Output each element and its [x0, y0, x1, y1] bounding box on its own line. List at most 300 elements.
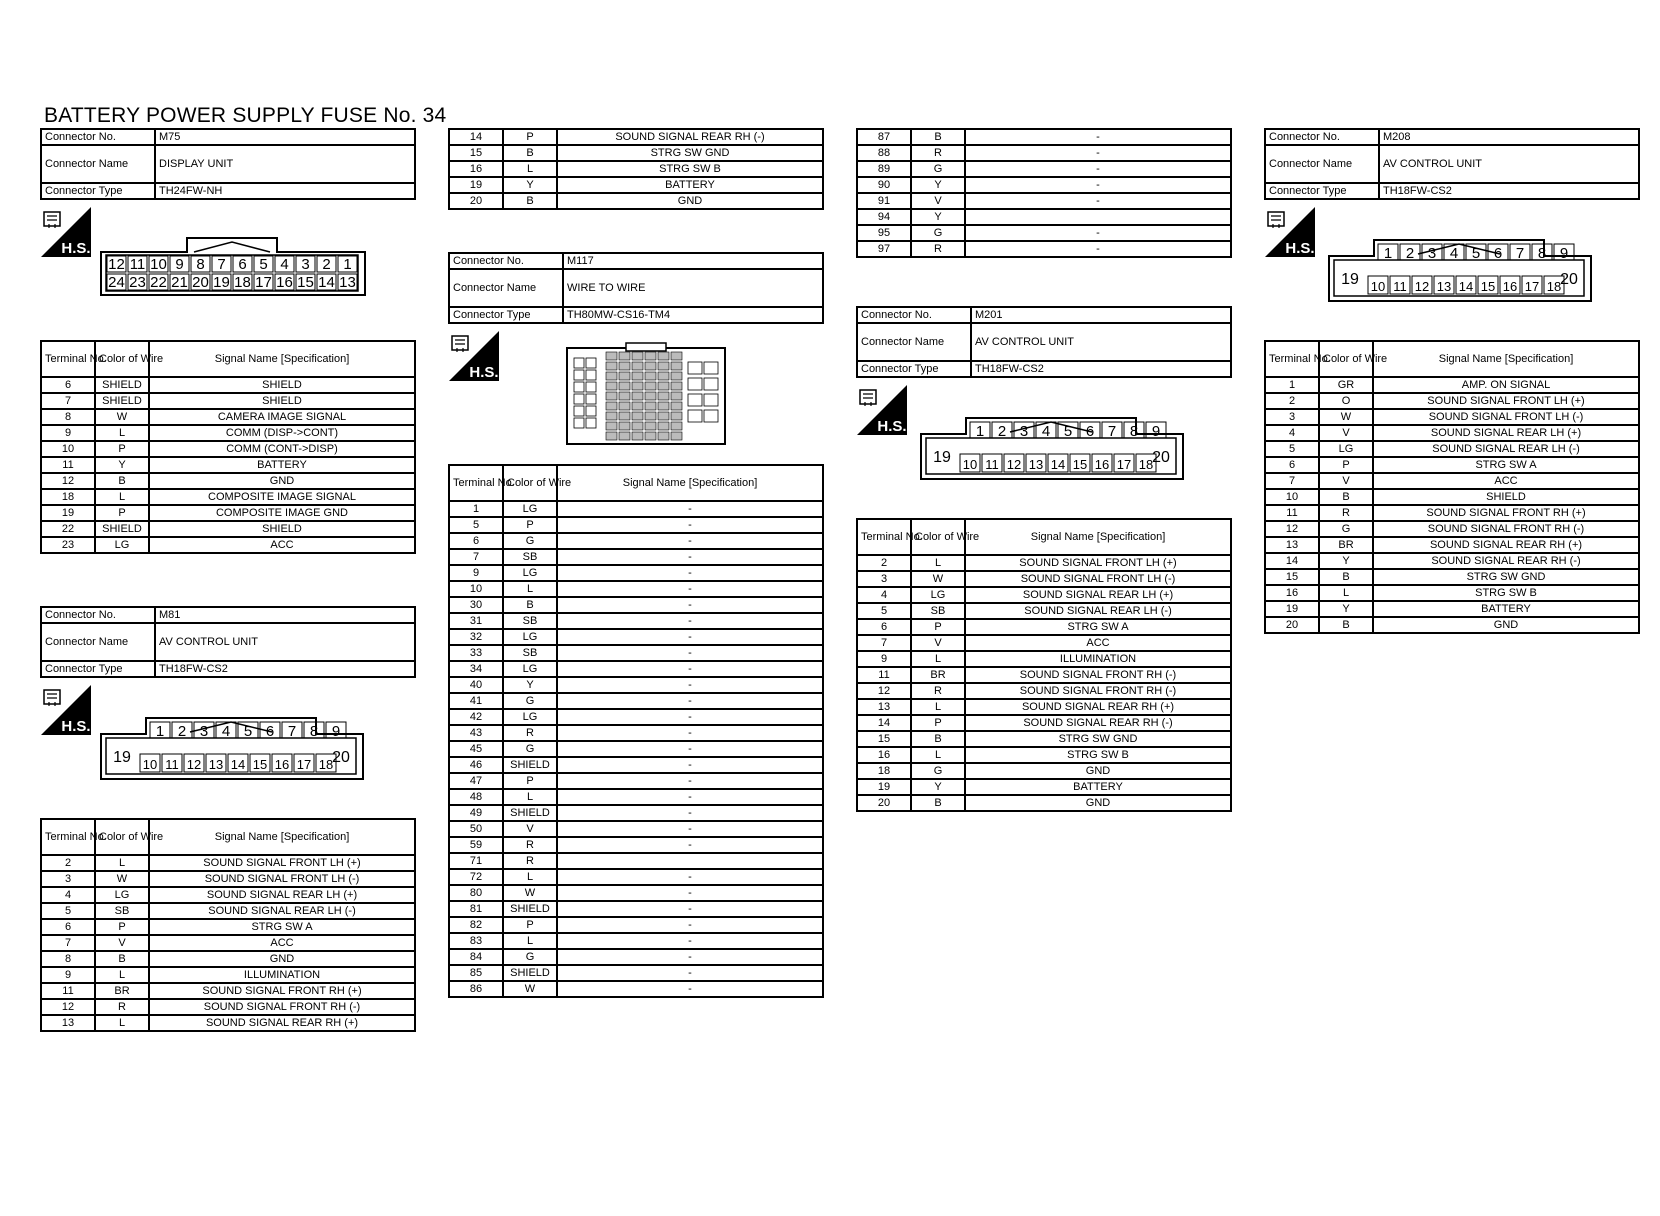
wire-color: LG [503, 501, 557, 517]
signal-name: BATTERY [965, 779, 1231, 795]
pin-number: 7 [1515, 245, 1525, 262]
signal-name: ACC [1373, 473, 1639, 489]
terminal-no: 5 [1265, 441, 1319, 457]
pin-table-m117-continued [856, 128, 1232, 258]
signal-name [557, 853, 823, 869]
signal-name: STRG SW B [1373, 585, 1639, 601]
header-signal-name: Signal Name [Specification] [557, 465, 823, 501]
info-label: Connector Name [41, 623, 155, 661]
table-row [449, 581, 823, 597]
table-row [857, 555, 1231, 571]
connector-face-m81 [100, 712, 364, 785]
info-label: Connector No. [41, 607, 155, 623]
table-row [857, 763, 1231, 779]
wire-color: R [911, 683, 965, 699]
table-row [449, 981, 823, 997]
info-label: Connector No. [41, 129, 155, 145]
signal-name: SOUND SIGNAL REAR LH (-) [149, 903, 415, 919]
table-row [41, 425, 415, 441]
table-row [857, 667, 1231, 683]
table-row [41, 409, 415, 425]
terminal-no: 4 [857, 587, 911, 603]
pin-number: 18 [1546, 279, 1562, 294]
terminal-no: 41 [449, 693, 503, 709]
header-signal-name: Signal Name [Specification] [149, 341, 415, 377]
signal-name: BATTERY [149, 457, 415, 473]
info-value: TH24FW-NH [155, 183, 415, 199]
terminal-no: 43 [449, 725, 503, 741]
pin-number: 13 [1436, 279, 1452, 294]
signal-name: GND [149, 473, 415, 489]
wire-color: L [1319, 585, 1373, 601]
pin-number: 16 [274, 757, 290, 772]
wire-color: V [911, 193, 965, 209]
wire-color: Y [911, 209, 965, 225]
signal-name: SOUND SIGNAL REAR LH (+) [965, 587, 1231, 603]
table-row [41, 457, 415, 473]
wire-color: R [1319, 505, 1373, 521]
table-row [857, 795, 1231, 811]
wire-color: LG [503, 629, 557, 645]
signal-name: - [557, 981, 823, 997]
signal-name: - [557, 533, 823, 549]
signal-name: ACC [149, 935, 415, 951]
terminal-no: 23 [41, 537, 95, 553]
terminal-no: 12 [41, 999, 95, 1015]
table-row [41, 489, 415, 505]
pin-number: 18 [234, 274, 251, 291]
table-row [449, 741, 823, 757]
terminal-no: 12 [41, 473, 95, 489]
wire-color: SHIELD [503, 805, 557, 821]
terminal-no: 82 [449, 917, 503, 933]
info-row [41, 183, 415, 199]
signal-name: STRG SW GND [557, 145, 823, 161]
table-row [449, 709, 823, 725]
table-row [449, 933, 823, 949]
terminal-no: 48 [449, 789, 503, 805]
pin-number: 11 [129, 256, 146, 273]
terminal-no: 16 [857, 747, 911, 763]
signal-name: GND [557, 193, 823, 209]
wire-color: G [911, 763, 965, 779]
signal-name: SHIELD [1373, 489, 1639, 505]
wire-color: L [95, 1015, 149, 1031]
signal-name: - [965, 193, 1231, 209]
pin-number: 13 [1028, 457, 1044, 472]
signal-name: ILLUMINATION [965, 651, 1231, 667]
signal-name: SOUND SIGNAL FRONT LH (+) [149, 855, 415, 871]
table-row [857, 161, 1231, 177]
terminal-no: 6 [857, 619, 911, 635]
pin-number: 16 [1502, 279, 1518, 294]
terminal-no: 16 [449, 161, 503, 177]
wire-color: SHIELD [503, 901, 557, 917]
table-row [857, 699, 1231, 715]
pin-number: 3 [301, 256, 310, 273]
info-value: M75 [155, 129, 415, 145]
pin-number: 14 [318, 274, 335, 291]
wire-color: SB [503, 613, 557, 629]
pin-number: 7 [1107, 423, 1117, 440]
table-row [41, 855, 415, 871]
signal-name: - [557, 869, 823, 885]
wire-color: G [1319, 521, 1373, 537]
terminal-no: 19 [41, 505, 95, 521]
info-label: Connector Type [449, 307, 563, 323]
wire-color: L [911, 651, 965, 667]
connector-info-m81 [40, 606, 416, 678]
table-row [857, 177, 1231, 193]
signal-name: SHIELD [149, 393, 415, 409]
info-value: AV CONTROL UNIT [971, 323, 1231, 361]
pin-number: 4 [280, 256, 289, 273]
table-row [857, 225, 1231, 241]
wire-color: O [1319, 393, 1373, 409]
table-row [449, 565, 823, 581]
terminal-no: 15 [449, 145, 503, 161]
terminal-no: 12 [857, 683, 911, 699]
table-row [41, 521, 415, 537]
table-row [1265, 537, 1639, 553]
table-row [449, 129, 823, 145]
terminal-no: 9 [857, 651, 911, 667]
pin-number: 3 [1019, 423, 1029, 440]
pin-number: 8 [1537, 245, 1547, 262]
signal-name: - [557, 789, 823, 805]
table-header [449, 465, 823, 501]
signal-name: - [557, 549, 823, 565]
terminal-no: 15 [1265, 569, 1319, 585]
wire-color: BR [95, 983, 149, 999]
signal-name: - [557, 837, 823, 853]
info-row [1265, 129, 1639, 145]
header-color-of-wire: Color of Wire [1319, 341, 1373, 377]
wire-color: LG [911, 587, 965, 603]
info-row [449, 307, 823, 323]
pin-number: 2 [1405, 245, 1415, 262]
wire-color: W [95, 871, 149, 887]
pin-table-m81 [40, 818, 416, 1032]
terminal-no: 18 [857, 763, 911, 779]
terminal-no: 84 [449, 949, 503, 965]
table-row [449, 901, 823, 917]
wire-color: P [911, 715, 965, 731]
terminal-no: 2 [41, 855, 95, 871]
pin-table-m81-continued [448, 128, 824, 210]
table-row [857, 779, 1231, 795]
table-row [41, 903, 415, 919]
hs-label: H.S. [61, 718, 91, 735]
wire-color: G [911, 225, 965, 241]
table-row [1265, 569, 1639, 585]
wire-color: P [503, 129, 557, 145]
info-label: Connector No. [1265, 129, 1379, 145]
wire-color: V [911, 635, 965, 651]
terminal-no: 5 [41, 903, 95, 919]
wire-color: LG [95, 887, 149, 903]
pin-number: 4 [1041, 423, 1051, 440]
signal-name: - [557, 597, 823, 613]
pin-table-m208 [1264, 340, 1640, 634]
info-value: TH18FW-CS2 [971, 361, 1231, 377]
table-row [41, 473, 415, 489]
pin-number: 15 [297, 274, 314, 291]
signal-name: - [557, 661, 823, 677]
terminal-no: 30 [449, 597, 503, 613]
signal-name: - [557, 629, 823, 645]
pin-number: 24 [108, 274, 125, 291]
signal-name: SOUND SIGNAL FRONT RH (-) [965, 683, 1231, 699]
terminal-no: 7 [449, 549, 503, 565]
hs-label: H.S. [877, 418, 907, 435]
pin-number: 1 [975, 423, 985, 440]
connector-face-m75 [100, 230, 366, 301]
terminal-no: 7 [857, 635, 911, 651]
table-row [41, 505, 415, 521]
signal-name: - [557, 933, 823, 949]
pin-number: 7 [287, 723, 297, 740]
signal-name: SOUND SIGNAL FRONT LH (-) [149, 871, 415, 887]
wire-color: L [911, 747, 965, 763]
table-row [449, 177, 823, 193]
harness-side-icon [1264, 206, 1316, 258]
signal-name: SOUND SIGNAL FRONT RH (-) [965, 667, 1231, 683]
terminal-no: 9 [41, 967, 95, 983]
terminal-no: 59 [449, 837, 503, 853]
signal-name: GND [965, 763, 1231, 779]
pin-number: 2 [997, 423, 1007, 440]
signal-name: STRG SW B [965, 747, 1231, 763]
terminal-no: 15 [857, 731, 911, 747]
wire-color: P [95, 505, 149, 521]
table-row [857, 193, 1231, 209]
terminal-no: 47 [449, 773, 503, 789]
hs-label: H.S. [469, 364, 499, 381]
harness-side-icon [448, 330, 500, 382]
terminal-no: 14 [449, 129, 503, 145]
terminal-no: 34 [449, 661, 503, 677]
wire-color: Y [1319, 601, 1373, 617]
table-row [857, 209, 1231, 225]
terminal-no: 13 [41, 1015, 95, 1031]
signal-name: - [965, 161, 1231, 177]
pin-number: 9 [175, 256, 184, 273]
table-row [41, 999, 415, 1015]
wire-color: G [503, 693, 557, 709]
info-row [41, 623, 415, 661]
connector-info-m117 [448, 252, 824, 324]
info-value: TH80MW-CS16-TM4 [563, 307, 823, 323]
wire-color: LG [503, 709, 557, 725]
pin-number: 20 [192, 274, 209, 291]
wire-color: SHIELD [95, 377, 149, 393]
table-row [41, 983, 415, 999]
signal-name: - [557, 565, 823, 581]
wire-color: B [1319, 569, 1373, 585]
info-value: AV CONTROL UNIT [1379, 145, 1639, 183]
table-row [1265, 601, 1639, 617]
info-label: Connector Name [449, 269, 563, 307]
table-row [449, 773, 823, 789]
wire-color: R [95, 999, 149, 1015]
pin-number: 23 [129, 274, 146, 291]
pin-number: 8 [1129, 423, 1139, 440]
signal-name: - [965, 129, 1231, 145]
wire-color: Y [911, 779, 965, 795]
signal-name: SOUND SIGNAL FRONT LH (-) [1373, 409, 1639, 425]
signal-name: STRG SW A [965, 619, 1231, 635]
header-terminal-no: Terminal No. [1265, 341, 1319, 377]
pin-number: 11 [985, 457, 999, 472]
wire-color: BR [911, 667, 965, 683]
signal-name: - [557, 965, 823, 981]
info-row [1265, 145, 1639, 183]
signal-name: SOUND SIGNAL FRONT RH (-) [149, 999, 415, 1015]
pin-number: 15 [252, 757, 268, 772]
pin-number: 18 [1138, 457, 1154, 472]
terminal-no: 88 [857, 145, 911, 161]
table-row [41, 441, 415, 457]
signal-name: SOUND SIGNAL FRONT RH (+) [1373, 505, 1639, 521]
wire-color: L [503, 869, 557, 885]
terminal-no: 1 [1265, 377, 1319, 393]
wire-color: SHIELD [95, 521, 149, 537]
terminal-no: 71 [449, 853, 503, 869]
wire-color: P [503, 773, 557, 789]
signal-name: COMPOSITE IMAGE GND [149, 505, 415, 521]
wire-color: Y [95, 457, 149, 473]
signal-name: - [557, 517, 823, 533]
terminal-no: 8 [41, 951, 95, 967]
table-row [449, 597, 823, 613]
signal-name: - [965, 145, 1231, 161]
table-row [449, 501, 823, 517]
table-row [857, 715, 1231, 731]
wire-color: P [95, 919, 149, 935]
terminal-no: 6 [449, 533, 503, 549]
pin-number: 15 [1480, 279, 1496, 294]
signal-name: SHIELD [149, 521, 415, 537]
pin-number: 18 [318, 757, 334, 772]
pin-number: 1 [343, 256, 352, 273]
signal-name: COMM (DISP->CONT) [149, 425, 415, 441]
terminal-no: 50 [449, 821, 503, 837]
info-label: Connector Name [1265, 145, 1379, 183]
signal-name: ILLUMINATION [149, 967, 415, 983]
signal-name: ACC [965, 635, 1231, 651]
table-header [1265, 341, 1639, 377]
pin-number: 17 [255, 274, 272, 291]
terminal-no: 6 [41, 919, 95, 935]
table-row [1265, 425, 1639, 441]
pin-number: 3 [199, 723, 209, 740]
signal-name: - [557, 773, 823, 789]
terminal-no: 11 [857, 667, 911, 683]
terminal-no: 6 [41, 377, 95, 393]
wire-color: BR [1319, 537, 1373, 553]
terminal-no: 42 [449, 709, 503, 725]
table-row [857, 587, 1231, 603]
header-signal-name: Signal Name [Specification] [149, 819, 415, 855]
table-row [449, 533, 823, 549]
wire-color: W [911, 571, 965, 587]
info-value: TH18FW-CS2 [155, 661, 415, 677]
signal-name [965, 209, 1231, 225]
wire-color: B [95, 951, 149, 967]
terminal-no: 97 [857, 241, 911, 257]
signal-name: - [557, 805, 823, 821]
wire-color: SB [911, 603, 965, 619]
table-row [857, 747, 1231, 763]
pin-number: 1 [155, 723, 165, 740]
signal-name: SHIELD [149, 377, 415, 393]
pin-number: 6 [238, 256, 247, 273]
wire-color: SB [503, 549, 557, 565]
info-value: AV CONTROL UNIT [155, 623, 415, 661]
terminal-no: 46 [449, 757, 503, 773]
table-row [449, 613, 823, 629]
terminal-no: 20 [1265, 617, 1319, 633]
signal-name: SOUND SIGNAL FRONT RH (-) [1373, 521, 1639, 537]
terminal-no: 2 [857, 555, 911, 571]
table-row [449, 661, 823, 677]
info-value: M201 [971, 307, 1231, 323]
table-row [41, 1015, 415, 1031]
wire-color: W [95, 409, 149, 425]
pin-number: 14 [1458, 279, 1474, 294]
wire-color: B [911, 129, 965, 145]
signal-name: SOUND SIGNAL REAR RH (-) [1373, 553, 1639, 569]
pin-number: 1 [1383, 245, 1393, 262]
info-row [41, 145, 415, 183]
pin-number: 8 [309, 723, 319, 740]
pin-table-m201 [856, 518, 1232, 812]
info-label: Connector Name [41, 145, 155, 183]
info-label: Connector Name [857, 323, 971, 361]
signal-name: SOUND SIGNAL FRONT RH (+) [149, 983, 415, 999]
terminal-no: 7 [41, 935, 95, 951]
wire-color: W [503, 981, 557, 997]
table-row [41, 377, 415, 393]
pin-number: 22 [150, 274, 167, 291]
pin-number: 20 [332, 749, 350, 766]
terminal-no: 16 [1265, 585, 1319, 601]
pin-number: 6 [1085, 423, 1095, 440]
wire-color: G [911, 161, 965, 177]
wire-color: L [95, 855, 149, 871]
terminal-no: 5 [449, 517, 503, 533]
info-label: Connector Type [857, 361, 971, 377]
terminal-no: 10 [41, 441, 95, 457]
table-row [449, 517, 823, 533]
terminal-no: 19 [449, 177, 503, 193]
terminal-no: 10 [1265, 489, 1319, 505]
terminal-no: 22 [41, 521, 95, 537]
signal-name: CAMERA IMAGE SIGNAL [149, 409, 415, 425]
terminal-no: 40 [449, 677, 503, 693]
wire-color: SB [503, 645, 557, 661]
terminal-no: 32 [449, 629, 503, 645]
terminal-no: 49 [449, 805, 503, 821]
pin-number: 2 [177, 723, 187, 740]
signal-name: GND [149, 951, 415, 967]
header-terminal-no: Terminal No. [41, 819, 95, 855]
pin-number: 14 [1050, 457, 1066, 472]
signal-name: SOUND SIGNAL REAR LH (+) [1373, 425, 1639, 441]
signal-name: SOUND SIGNAL REAR LH (-) [965, 603, 1231, 619]
header-color-of-wire: Color of Wire [95, 341, 149, 377]
